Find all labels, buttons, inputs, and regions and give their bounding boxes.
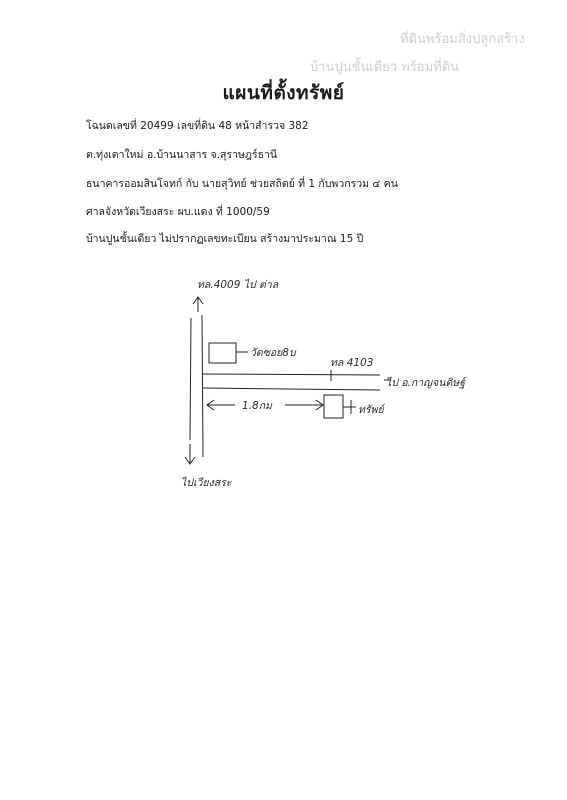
south-road-label: ไปเวียงสระ (181, 477, 232, 489)
property-label: ทรัพย์ (358, 404, 384, 416)
main-road-left-edge (190, 318, 191, 440)
east-road-label: ไป อ.กาญจนดิษฐ์ (386, 377, 465, 389)
distance-label: 1.8กม (242, 400, 272, 412)
deed-number-line: โฉนดเลขที่ 20499 เลขที่ดิน 48 หน้าสำรวจ 382 (86, 120, 309, 132)
location-line: ต.ทุ่งเตาใหม่ อ.บ้านนาสาร จ.สุราษฎร์ธานี (86, 149, 278, 161)
side-road-top-edge (203, 374, 380, 375)
main-road-right-edge (202, 315, 203, 457)
page-title: แผนที่ตั้งทรัพย์ (222, 82, 345, 104)
court-case-line: ศาลจังหวัดเวียงสระ ผบ.แดง ที่ 1000/59 (86, 206, 270, 218)
junction-road-label: ทล 4103 (330, 357, 374, 369)
north-road-label: ทล.4009 ไป ต่าล (197, 279, 279, 291)
parties-line: ธนาคารออมสินโจทก์ กับ นายสุวิทย์ ช่วยสถิตย์ ที่ 1 กับพวกรวม ๔ คน (86, 178, 398, 190)
temple-label: วัดซอย8บ (250, 347, 296, 359)
faded-header-line-2: บ้านปูนชั้นเดียว พร้อมที่ดิน (310, 60, 460, 75)
building-info-line: บ้านปูนชั้นเดียว ไม่ปรากฏเลขทะเบียน สร้างมาประมาณ 15 ปี (86, 233, 364, 245)
property-marker (324, 395, 343, 418)
side-road-bottom-edge (203, 388, 380, 390)
faded-header-line-1: ที่ดินพร้อมสิ่งปลูกสร้าง (400, 32, 525, 47)
temple-marker (209, 343, 236, 363)
